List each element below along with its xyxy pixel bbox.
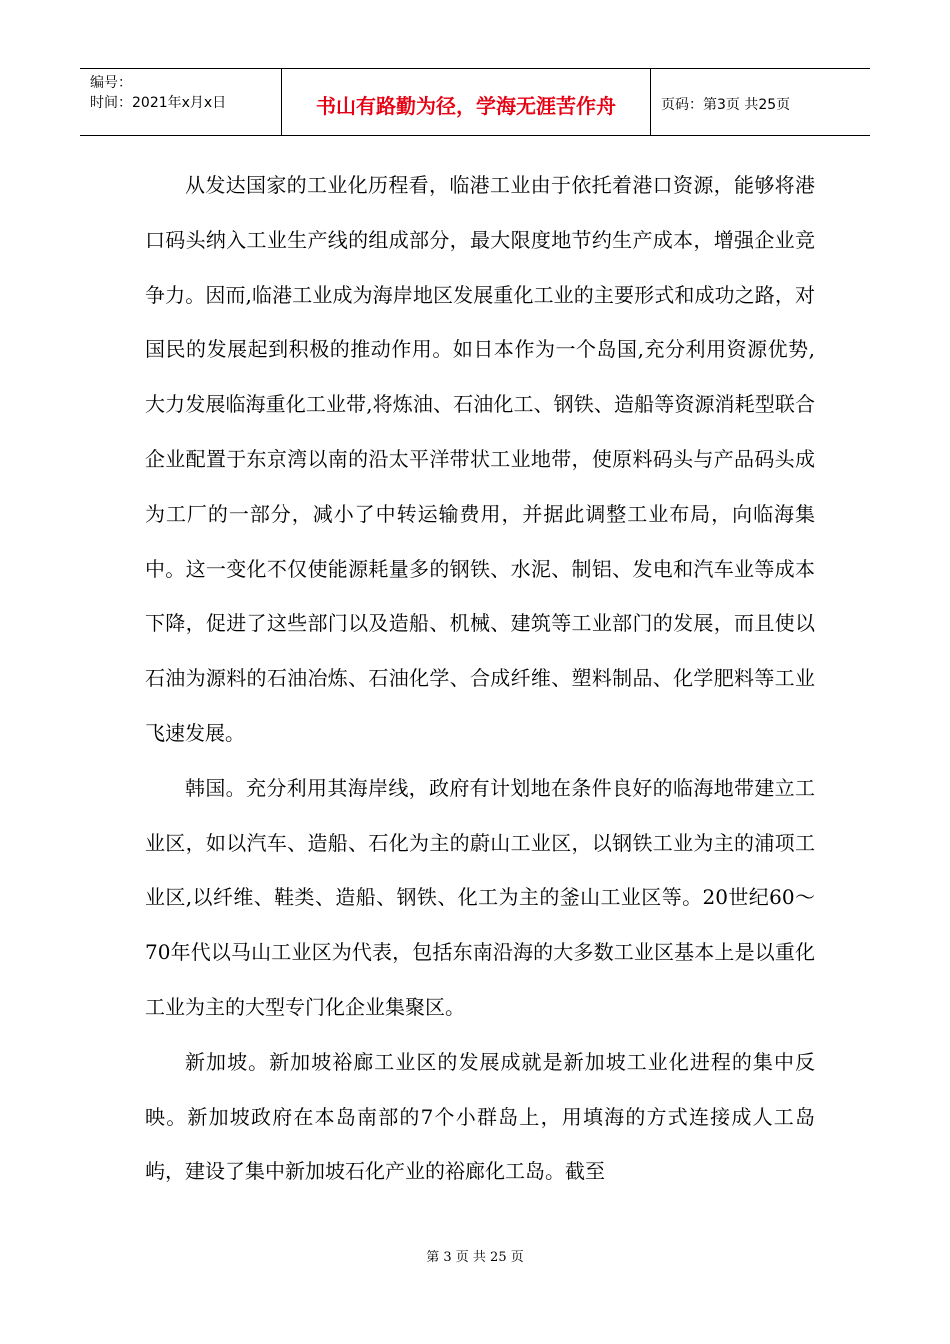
document-number-label: 编号： [90,75,132,91]
paragraph-korea: 韩国。充分利用其海岸线，政府有计划地在条件良好的临海地带建立工业区，如以汽车、造船、石化为主的蔚山工业区，以钢铁工业为主的浦项工业区,以纤维、鞋类、造船、钢铁、化工为主的釜山工业区等。20世纪60～70年代以马山工业区为代表，包括东南沿海的大多数工业区基本上是以重化工业为主的大型专门化企业集聚区。 [145,775,815,1019]
document-time-label: 时间：2021年x月x日 [90,95,227,111]
page-header [80,68,870,136]
paragraph-singapore: 新加坡。新加坡裕廊工业区的发展成就是新加坡工业化进程的集中反映。新加坡政府在本岛南部的7个小群岛上，用填海的方式连接成人工岛屿，建设了集中新加坡石化产业的裕廊化工岛。截至 [145,1049,815,1184]
header-meta-cell [80,69,282,135]
header-page-info: 页码：第3页 共25页 [661,97,791,113]
document-body [145,158,815,1199]
paragraph-developed-countries: 从发达国家的工业化历程看，临港工业由于依托着港口资源，能够将港口码头纳入工业生产线的组成部分，最大限度地节约生产成本，增强企业竞争力。因而,临港工业成为海岸地区发展重化工业的主要形式和成功之路，对国民的发展起到积极的推动作用。如日本作为一个岛国,充分利用资源优势,大力发展临海重化工业带,将炼油、石油化工、钢铁、造船等资源消耗型联合企业配置于东京湾以南的沿太平洋带状工业地带，使原料码头与产品码头成为工厂的一部分，减小了中转运输费用，并据此调整工业布局，向临海集中。这一变化不仅使能源耗量多的钢铁、水泥、制铝、发电和汽车业等成本下降，促进了这些部门以及造船、机械、建筑等工业部门的发展，而且使以石油为源料的石油冶炼、石油化学、合成纤维、塑料制品、化学肥料等工业飞速发展。 [145,173,815,745]
header-motto: 书山有路勤为径，学海无涯苦作舟 [282,69,651,135]
page-footer: 第 3 页 共 25 页 [426,1250,524,1265]
